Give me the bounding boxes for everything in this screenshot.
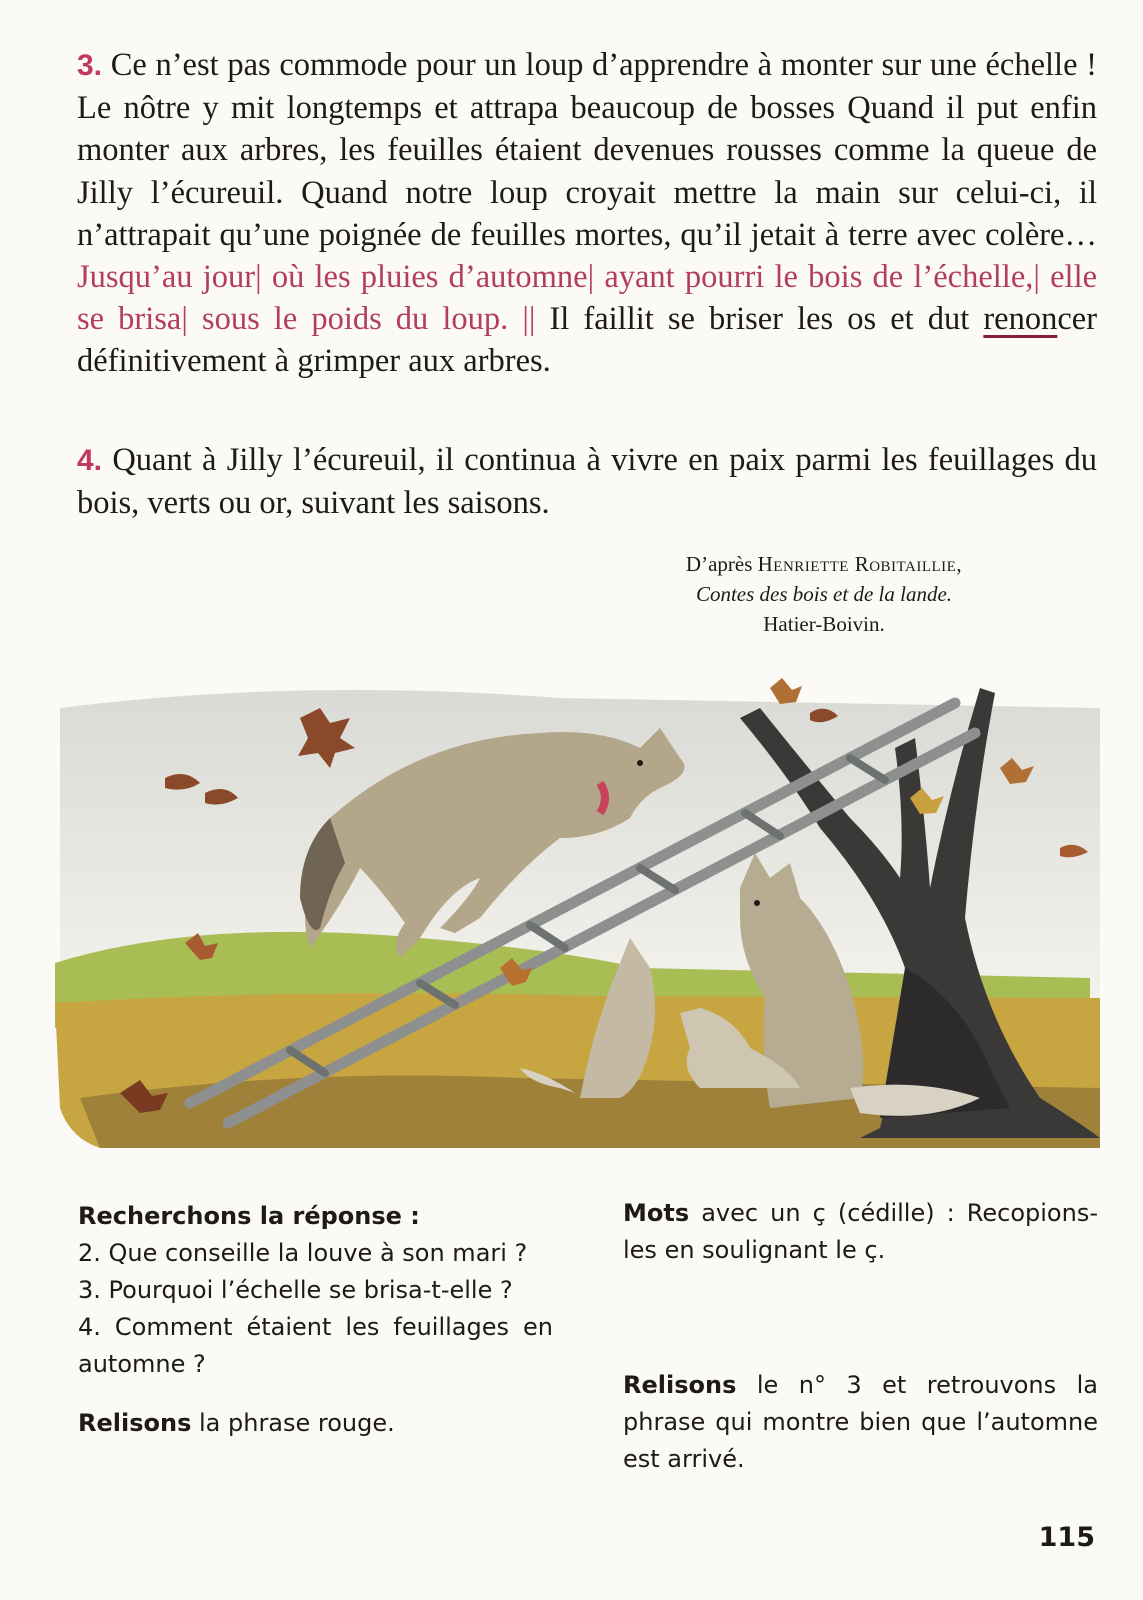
words-text: avec un ç (cédille) : Recopions-les en soulignant le ç. bbox=[623, 1199, 1098, 1264]
separator-double-bar: || bbox=[522, 301, 536, 338]
credit-book-title: Contes des bois et de la lande. bbox=[695, 582, 953, 606]
red-segment: elle se brisa bbox=[77, 259, 1098, 338]
source-credit bbox=[604, 549, 1044, 639]
separator-bar: | bbox=[587, 259, 595, 296]
reread-instruction bbox=[78, 1405, 553, 1442]
reread-exercise bbox=[623, 1367, 1098, 1478]
words-bold: Mots bbox=[623, 1199, 690, 1227]
credit-author-line bbox=[604, 549, 1044, 579]
reread-bold: Relisons bbox=[623, 1371, 737, 1399]
story-paragraph-4 bbox=[77, 439, 1097, 524]
question-2: 2. Que conseille la louve à son mari ? bbox=[78, 1239, 528, 1267]
question-4: 4. Comment étaient les feuillages en automne ? bbox=[78, 1313, 553, 1378]
words-exercise bbox=[623, 1195, 1098, 1269]
separator-bar: | bbox=[255, 259, 262, 296]
wolf-ladder-illustration bbox=[0, 668, 1143, 1160]
question-3: 3. Pourquoi l’échelle se brisa-t-elle ? bbox=[78, 1276, 513, 1304]
paragraph-number: 4. bbox=[77, 444, 103, 477]
questions-right-column bbox=[623, 1195, 1098, 1478]
paragraph-text: Quant à Jilly l’écureuil, il continua à vivre en paix parmi les feuillages du bois, verts ou or, suivant les saisons. bbox=[77, 442, 1098, 522]
credit-author: Henriette Robitaillie, bbox=[757, 552, 963, 576]
questions-heading: Recherchons la réponse : bbox=[78, 1202, 420, 1230]
reread-text: la phrase rouge. bbox=[191, 1409, 395, 1437]
separator-bar: | bbox=[181, 301, 188, 338]
credit-publisher: Hatier-Boivin. bbox=[763, 612, 885, 636]
reread-text: le n° 3 et retrouvons la phrase qui montre bien que l’automne est arrivé. bbox=[623, 1371, 1098, 1473]
story-paragraph-3 bbox=[77, 44, 1097, 383]
underlined-word: renon bbox=[983, 301, 1058, 338]
red-segment: ayant pourri le bois de l’échelle, bbox=[604, 259, 1034, 296]
page-number: 115 bbox=[1038, 1522, 1095, 1553]
credit-prefix: D’après bbox=[685, 552, 753, 576]
reread-bold: Relisons bbox=[78, 1409, 192, 1437]
red-segment: Jusqu’au jour bbox=[77, 259, 256, 296]
red-segment: sous le poids du loup. bbox=[201, 301, 509, 338]
paragraph-text: cer définitivement à grimper aux arbres. bbox=[77, 301, 1098, 380]
paragraph-number: 3. bbox=[77, 49, 103, 82]
red-segment: où les pluies d’automne bbox=[271, 259, 588, 296]
separator-bar: | bbox=[1033, 259, 1040, 296]
questions-left-column bbox=[78, 1198, 553, 1442]
paragraph-text: Ce n’est pas commode pour un loup d’apprendre à monter sur une échelle ! Le nôtre y mit longtemps et attrapa beaucoup de bosses Quand il put enfin monter aux arbres, les feuilles étaient devenues rousses comme la queue de Jilly l’écureuil. Quand notre loup croyait mettre la main sur celui-ci, il n’attrapait qu’une poignée de feuilles mortes, qu’il jetait à terre avec colère… bbox=[77, 47, 1097, 253]
paragraph-text: Il faillit se briser les os et dut bbox=[549, 301, 970, 338]
